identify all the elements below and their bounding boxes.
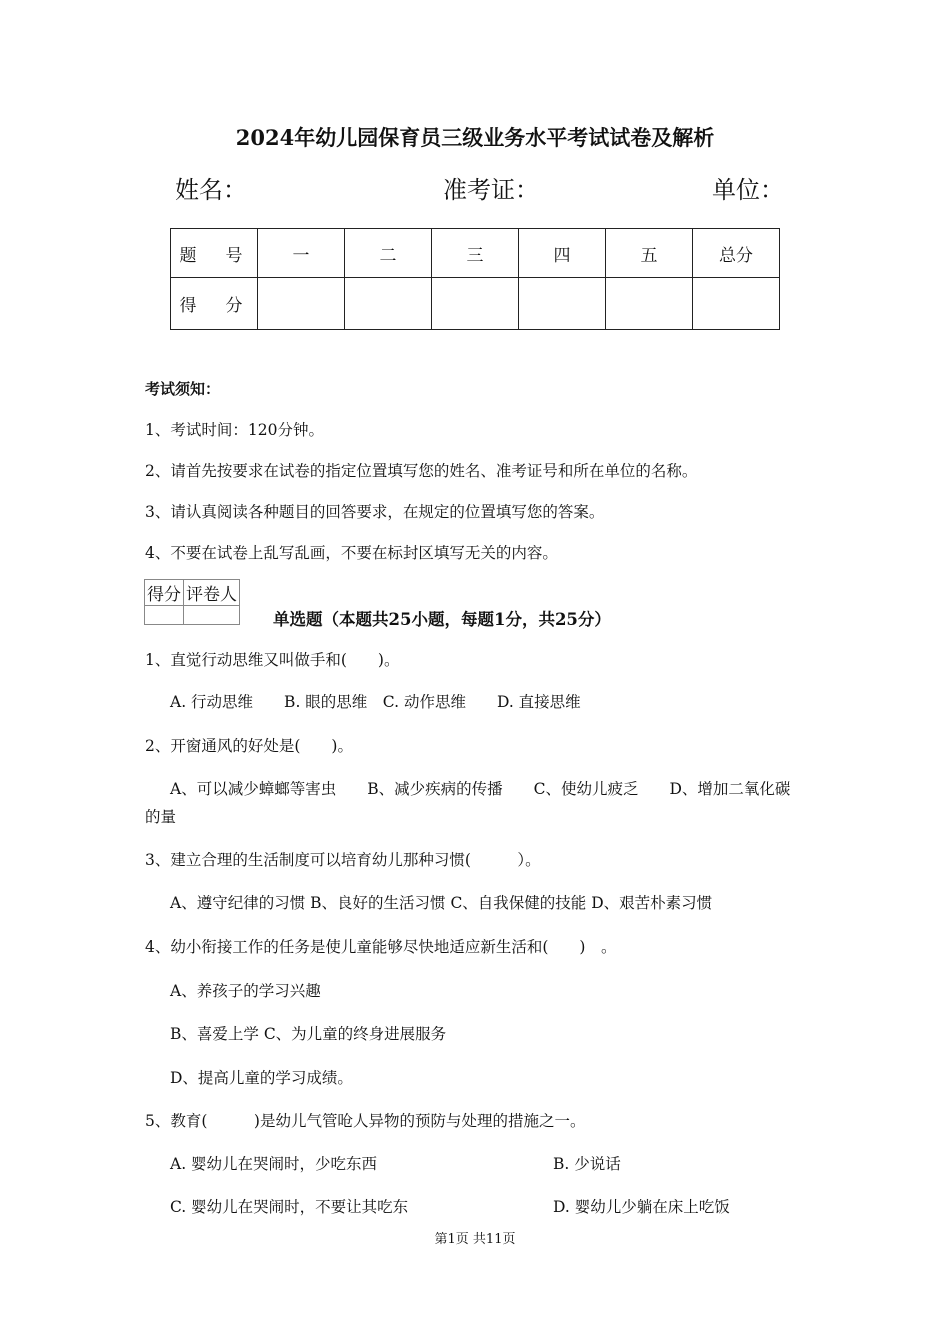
question-stem: 2、开窗通风的好处是( )。 <box>145 737 353 755</box>
score-header-cell: 五 <box>606 229 693 278</box>
question-option: D. 婴幼儿少躺在床上吃饭 <box>553 1198 730 1216</box>
question-stem: 5、教育( )是幼儿气管呛人异物的预防与处理的措施之一。 <box>145 1112 586 1130</box>
score-header-cell: 二 <box>345 229 432 278</box>
name-field-label: 姓名： <box>175 176 247 204</box>
score-table-score-row <box>171 278 780 330</box>
unit-field-label: 单位： <box>712 176 784 204</box>
grader-reviewer-cell[interactable] <box>184 606 240 625</box>
question-options-continued: 的量 <box>145 808 177 826</box>
section-title: 单选题（本题共25小题，每题1分，共25分） <box>273 610 611 629</box>
score-header-cell: 三 <box>432 229 519 278</box>
notice-item: 2、请首先按要求在试卷的指定位置填写您的姓名、准考证号和所在单位的名称。 <box>145 462 698 480</box>
score-row-label: 得 分 <box>171 278 258 330</box>
grader-score-cell[interactable] <box>145 606 184 625</box>
question-options: A、可以减少蟑螂等害虫 B、减少疾病的传播 C、使幼儿疲乏 D、增加二氧化碳 <box>170 780 791 798</box>
grader-box <box>144 579 240 625</box>
question-options: A、遵守纪律的习惯 B、良好的生活习惯 C、自我保健的技能 D、艰苦朴素习惯 <box>170 894 713 912</box>
page-footer: 第1页 共11页 <box>434 1232 516 1247</box>
score-header-cell: 四 <box>519 229 606 278</box>
score-header-cell: 总分 <box>693 229 780 278</box>
question-option: A. 婴幼儿在哭闹时，少吃东西 <box>170 1155 378 1173</box>
question-option: C. 婴幼儿在哭闹时，不要让其吃东 <box>170 1198 409 1216</box>
score-table-header-row <box>171 229 780 278</box>
question-options: A. 行动思维 B. 眼的思维 C. 动作思维 D. 直接思维 <box>170 693 581 711</box>
score-header-cell: 一 <box>258 229 345 278</box>
question-option: D、提高儿童的学习成绩。 <box>170 1069 353 1087</box>
ticket-field-label: 准考证： <box>443 176 539 204</box>
question-stem: 3、建立合理的生活制度可以培育幼儿那种习惯( ）。 <box>145 851 541 869</box>
question-option: B、喜爱上学 C、为儿童的终身进展服务 <box>170 1025 447 1043</box>
notice-item: 1、考试时间：120分钟。 <box>145 421 324 439</box>
notice-heading: 考试须知： <box>145 380 221 398</box>
exam-title: 2024年幼儿园保育员三级业务水平考试试卷及解析 <box>235 125 715 150</box>
grader-reviewer-label: 评卷人 <box>184 580 240 606</box>
score-input-cell[interactable] <box>432 278 519 330</box>
score-input-cell[interactable] <box>693 278 780 330</box>
question-stem: 1、直觉行动思维又叫做手和( )。 <box>145 651 400 669</box>
grader-score-label: 得分 <box>145 580 184 606</box>
score-header-cell: 题 号 <box>171 229 258 278</box>
score-input-cell[interactable] <box>519 278 606 330</box>
score-input-cell[interactable] <box>258 278 345 330</box>
score-input-cell[interactable] <box>345 278 432 330</box>
question-option: A、养孩子的学习兴趣 <box>170 982 321 1000</box>
question-stem: 4、幼小衔接工作的任务是使儿童能够尽快地适应新生活和( ) 。 <box>145 938 617 956</box>
score-table <box>170 228 780 330</box>
notice-item: 4、不要在试卷上乱写乱画，不要在标封区填写无关的内容。 <box>145 544 558 562</box>
score-input-cell[interactable] <box>606 278 693 330</box>
question-option: B. 少说话 <box>553 1155 621 1173</box>
notice-item: 3、请认真阅读各种题目的回答要求，在规定的位置填写您的答案。 <box>145 503 605 521</box>
